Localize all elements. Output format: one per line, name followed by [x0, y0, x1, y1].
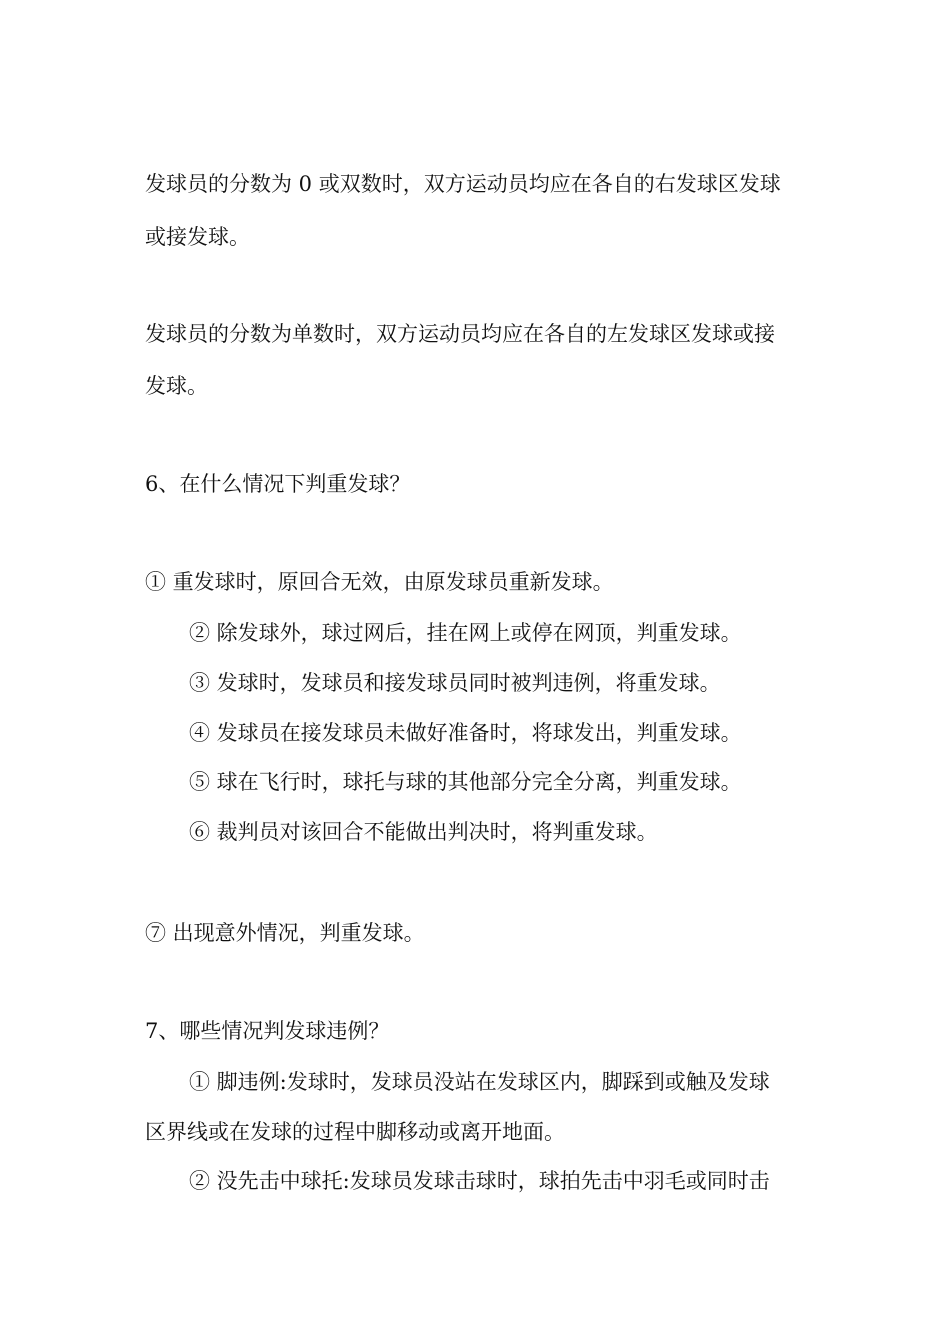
section-6-heading: 6、在什么情况下判重发球？ [145, 472, 411, 496]
paragraph-odd-score-line-1: 发球员的分数为单数时，双方运动员均应在各自的左发球区发球或接 [145, 322, 775, 346]
section-6-item-1: ① 重发球时，原回合无效，由原发球员重新发球。 [145, 570, 614, 594]
section-6-item-2: ② 除发球外，球过网后，挂在网上或停在网顶，判重发球。 [189, 621, 742, 645]
section-7-item-1-line-2: 区界线或在发球的过程中脚移动或离开地面。 [145, 1120, 565, 1144]
section-7-heading: 7、哪些情况判发球违例？ [145, 1019, 390, 1043]
section-6-item-6: ⑥ 裁判员对该回合不能做出判决时，将判重发球。 [189, 820, 658, 844]
section-6-item-7: ⑦ 出现意外情况，判重发球。 [145, 921, 425, 945]
paragraph-even-score-line-1: 发球员的分数为 0 或双数时，双方运动员均应在各自的右发球区发球 [145, 172, 781, 196]
section-7-item-2-line-1: ② 没先击中球托:发球员发球击球时，球拍先击中羽毛或同时击 [189, 1169, 770, 1193]
section-6-item-5: ⑤ 球在飞行时，球托与球的其他部分完全分离，判重发球。 [189, 770, 742, 794]
section-7-item-1-line-1: ① 脚违例:发球时，发球员没站在发球区内，脚踩到或触及发球 [189, 1070, 770, 1094]
section-6-item-4: ④ 发球员在接发球员未做好准备时，将球发出，判重发球。 [189, 721, 742, 745]
paragraph-odd-score-line-2: 发球。 [145, 374, 208, 398]
paragraph-even-score-line-2: 或接发球。 [145, 225, 250, 249]
section-6-item-3: ③ 发球时，发球员和接发球员同时被判违例，将重发球。 [189, 671, 721, 695]
